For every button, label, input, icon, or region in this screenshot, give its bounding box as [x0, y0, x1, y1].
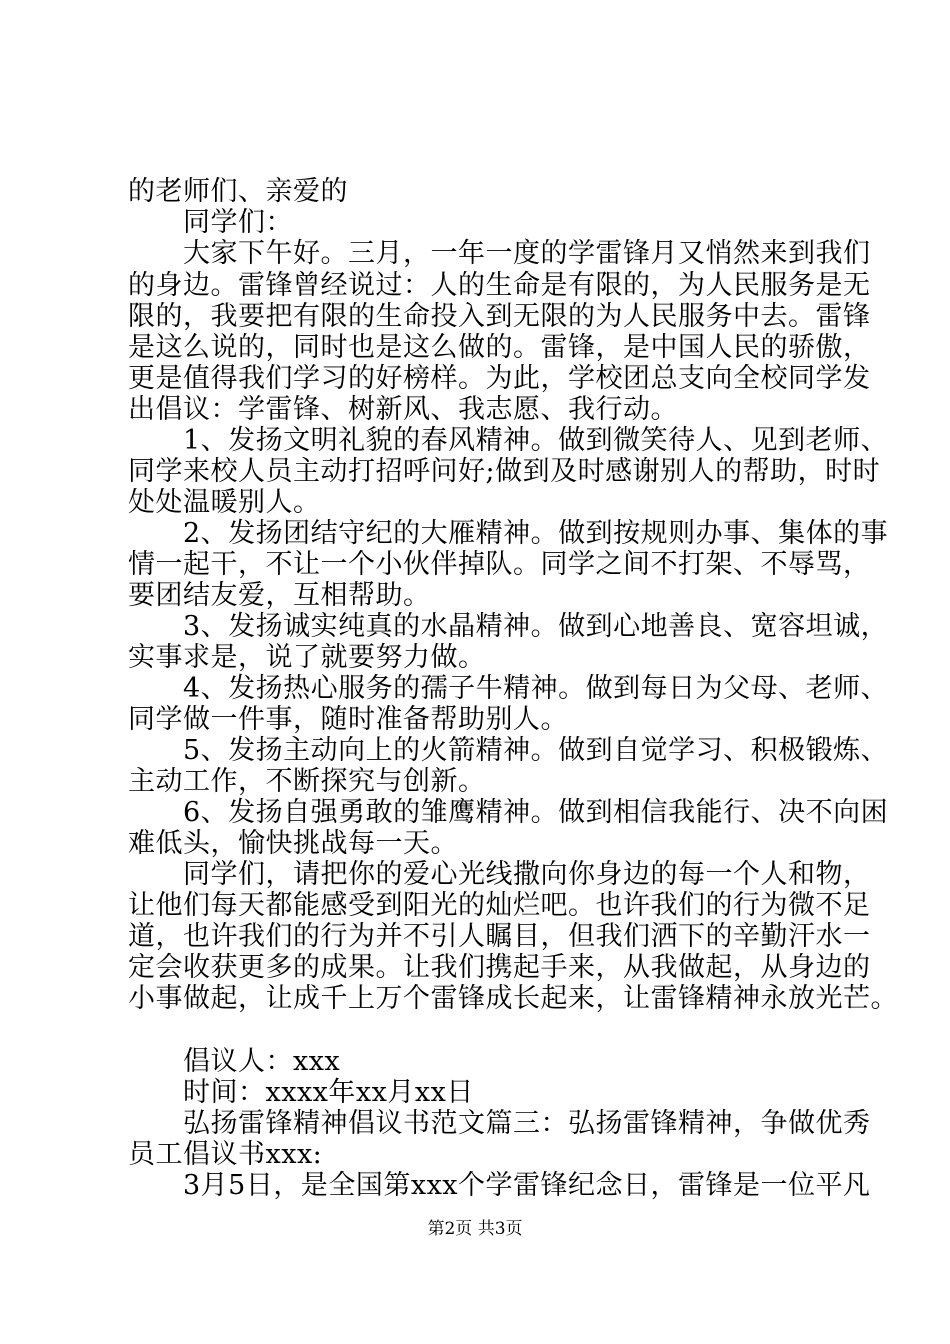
text-line: 道，也许我们的行为并不引人瞩目，但我们洒下的辛勤汗水一 [128, 921, 871, 952]
text-line: 1、发扬文明礼貌的春风精神。做到微笑待人、见到老师、 [128, 425, 889, 456]
text-line: 的身边。雷锋曾经说过：人的生命是有限的，为人民服务是无 [128, 270, 871, 301]
text-line: 出倡议：学雷锋、树新风、我志愿、我行动。 [128, 394, 678, 425]
page-number-footer: 第2页 共3页 [427, 1219, 523, 1239]
text-line: 实事求是，说了就要努力做。 [128, 642, 486, 673]
text-line: 小事做起，让成千上万个雷锋成长起来，让雷锋精神永放光芒。 [128, 983, 898, 1014]
text-line: 大家下午好。三月，一年一度的学雷锋月又悄然来到我们 [128, 238, 871, 269]
text-line: 4、发扬热心服务的孺子牛精神。做到每日为父母、老师、 [128, 673, 889, 704]
text-line: 处处温暖别人。 [128, 487, 321, 518]
text-line: 的老师们、亲爱的 [128, 176, 348, 207]
text-line: 5、发扬主动向上的火箭精神。做到自觉学习、积极锻炼、 [128, 735, 889, 766]
date-line: 时间：xxxx年xx月xx日 [128, 1077, 474, 1108]
text-line: 弘扬雷锋精神倡议书范文篇三：弘扬雷锋精神，争做优秀 [128, 1108, 871, 1139]
signature-line: 倡议人：xxx [128, 1046, 341, 1077]
text-line: 同学做一件事，随时准备帮助别人。 [128, 704, 568, 735]
text-line: 情一起干，不让一个小伙伴掉队。同学之间不打架、不辱骂， [128, 549, 871, 580]
text-line: 2、发扬团结守纪的大雁精神。做到按规则办事、集体的事 [128, 518, 889, 549]
text-line: 3月5日，是全国第xxx个学雷锋纪念日，雷锋是一位平凡 [128, 1170, 871, 1201]
text-line: 同学们，请把你的爱心光线撒向你身边的每一个人和物， [128, 859, 871, 890]
text-line: 同学们： [128, 207, 293, 238]
text-line: 员工倡议书xxx: [128, 1139, 323, 1170]
text-line: 是这么说的，同时也是这么做的。雷锋，是中国人民的骄傲， [128, 332, 871, 363]
text-line: 让他们每天都能感受到阳光的灿烂吧。也许我们的行为微不足 [128, 890, 871, 921]
text-line: 更是值得我们学习的好榜样。为此，学校团总支向全校同学发 [128, 363, 871, 394]
text-line: 限的，我要把有限的生命投入到无限的为人民服务中去。雷锋 [128, 301, 871, 332]
text-line: 同学来校人员主动打招呼问好;做到及时感谢别人的帮助，时时 [128, 456, 881, 487]
text-line: 定会收获更多的成果。让我们携起手来，从我做起，从身边的 [128, 952, 871, 983]
text-line: 3、发扬诚实纯真的水晶精神。做到心地善良、宽容坦诚， [128, 611, 889, 642]
text-line: 主动工作，不断探究与创新。 [128, 766, 486, 797]
text-line: 6、发扬自强勇敢的雏鹰精神。做到相信我能行、决不向困 [128, 797, 889, 828]
text-line: 要团结友爱，互相帮助。 [128, 580, 431, 611]
text-line: 难低头，愉快挑战每一天。 [128, 828, 458, 859]
